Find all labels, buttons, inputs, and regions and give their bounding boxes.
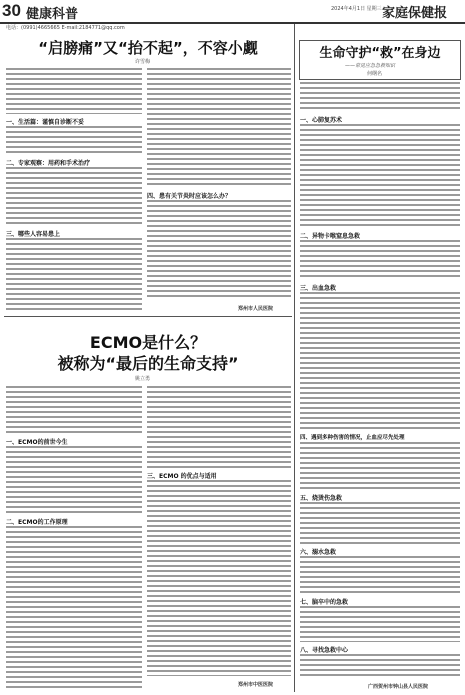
article3-text-a [300, 82, 460, 112]
article3-deck: ——常见应急急救知识 [345, 63, 396, 69]
article1-text-col1d [6, 238, 142, 313]
paper-name: 家庭保健报 [382, 6, 448, 21]
article2-source: 郑州市中医医院 [238, 682, 274, 688]
article3-subhead-2: 二、异物卡喉窒息急救 [300, 233, 361, 240]
article3-subhead-7: 七、脑卒中的急救 [300, 599, 349, 606]
article2-headline-2: 被称为“最后的生命支持” [57, 354, 239, 373]
article3-byline: 何纲名 [367, 71, 383, 77]
article3-subhead-5: 五、烧烫伤急救 [300, 495, 343, 502]
article3-subhead-8: 八、寻找急救中心 [300, 647, 349, 654]
article1-source: 郑州市人民医院 [238, 306, 274, 312]
article2-subhead-1: 一、ECMO的前世今生 [6, 439, 68, 446]
article2-byline: 姚立勇 [135, 376, 151, 382]
article1-subhead-1: 一、生活篇：谨慎自诊断不妥 [6, 119, 85, 126]
article2-text-col1c [6, 526, 142, 690]
article3-subhead-4: 四、遇到多种伤害的情况，止血应尽先处理 [300, 435, 405, 441]
section-divider [4, 316, 292, 317]
article1-text-col2 [147, 68, 291, 188]
article1-text-col2b [147, 200, 291, 300]
article3-subhead-6: 六、溺水急救 [300, 549, 337, 556]
article2-text-col1b [6, 446, 142, 514]
article3-text-i [300, 654, 460, 678]
article1-text-col1c [6, 167, 142, 227]
article3-source: 广西贺州市钟山县人民医院 [368, 684, 429, 690]
masthead [0, 0, 465, 24]
article3-text-d [300, 292, 460, 430]
article3-text-f [300, 502, 460, 544]
article3-subhead-3: 三、出血急救 [300, 285, 337, 292]
article1-byline: 许雪梅 [135, 59, 151, 65]
article3-text-e [300, 442, 460, 490]
article2-text-col1 [6, 386, 142, 434]
article3-headline: 生命守护“救”在身边 [319, 46, 441, 61]
section-title: 健康科普 [26, 7, 79, 22]
article1-subhead-2: 二、专家观察：用药和手术治疗 [6, 160, 91, 167]
article2-text-col2b [147, 480, 291, 676]
issue-date: 2024年4月1日 星期三 [331, 6, 382, 12]
column-divider [294, 24, 295, 692]
article1-subhead-4: 四、患有关节炎时应该怎么办？ [147, 193, 232, 200]
page-number: 30 [2, 1, 21, 20]
article2-headline-1: ECMO是什么？ [89, 333, 207, 352]
article1-headline: “启膀痛”又“抬不起”，不容小觑 [38, 39, 258, 57]
article3-text-h [300, 606, 460, 642]
article3-text-g [300, 556, 460, 594]
article1-subhead-3: 三、哪些人容易患上 [6, 231, 61, 238]
article2-subhead-2: 二、ECMO的工作原理 [6, 519, 68, 526]
article2-subhead-3: 三、ECMO 的优点与适用 [147, 473, 217, 480]
article2-text-col2 [147, 386, 291, 468]
article3-text-c [300, 240, 460, 280]
article3-subhead-1: 一、心肺复苏术 [300, 117, 343, 124]
article1-text-col1b [6, 126, 142, 156]
article3-text-b [300, 124, 460, 228]
article1-text-col1 [6, 68, 142, 114]
